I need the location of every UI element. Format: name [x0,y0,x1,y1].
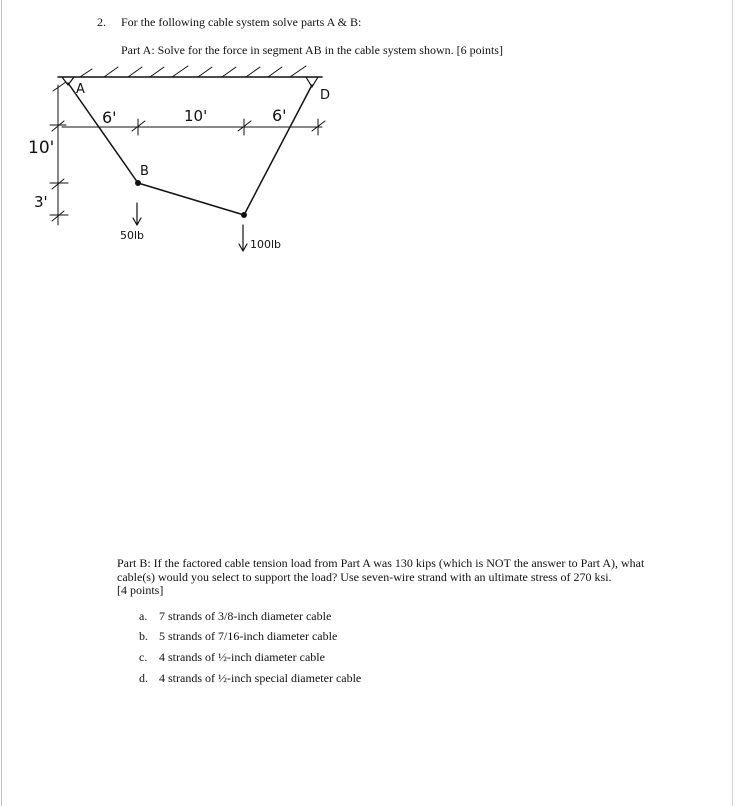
part-b-prompt-line1: Part B: If the factored cable tension load from Part A was 130 kips (which is NOT the answer to Part A), what [117,556,645,570]
part-b-points: [4 points] [117,583,164,597]
option-a-letter: a. [139,609,148,623]
cable-system-diagram [0,55,735,315]
option-a-text: 7 strands of 3/8-inch diameter cable [159,609,332,623]
cable-segment-ab [68,83,138,183]
load-label-c: 100lb [250,238,282,251]
dim-6-right: 6' [272,106,287,125]
option-c-letter: c. [139,650,148,664]
label-d: D [320,88,331,103]
cable-segment-bc [138,183,244,215]
dim-6-left: 6' [102,108,117,127]
node-b [136,181,141,186]
question-stem: For the following cable system solve parts A & B: [121,15,362,29]
node-c [242,213,247,218]
cable-segment-cd [244,85,312,215]
ceiling-hatching [80,66,306,77]
question-number: 2. [97,15,106,29]
option-b-text: 5 strands of 7/16-inch diameter cable [159,629,338,643]
option-d-letter: d. [139,671,148,685]
dim-10-top: 10' [184,107,208,125]
option-c-text: 4 strands of ½-inch diameter cable [159,650,325,664]
option-b-letter: b. [139,629,148,643]
label-b: B [140,164,149,179]
vertical-ticks [50,121,68,221]
dim-3-side: 3' [34,193,48,211]
load-arrow-c [239,225,247,251]
load-label-b: 50lb [120,229,145,242]
part-a-prompt: Part A: Solve for the force in segment AB in the cable system shown. [6 points] [121,43,503,57]
load-arrow-b [133,203,141,225]
label-a: A [76,82,85,97]
dim-10-side: 10' [28,138,55,158]
part-b-prompt-line2: cable(s) would you select to support the load? Use seven-wire strand with an ultimate stress of 270 ksi. [117,570,612,584]
option-d-text: 4 strands of ½-inch special diameter cable [159,671,362,685]
